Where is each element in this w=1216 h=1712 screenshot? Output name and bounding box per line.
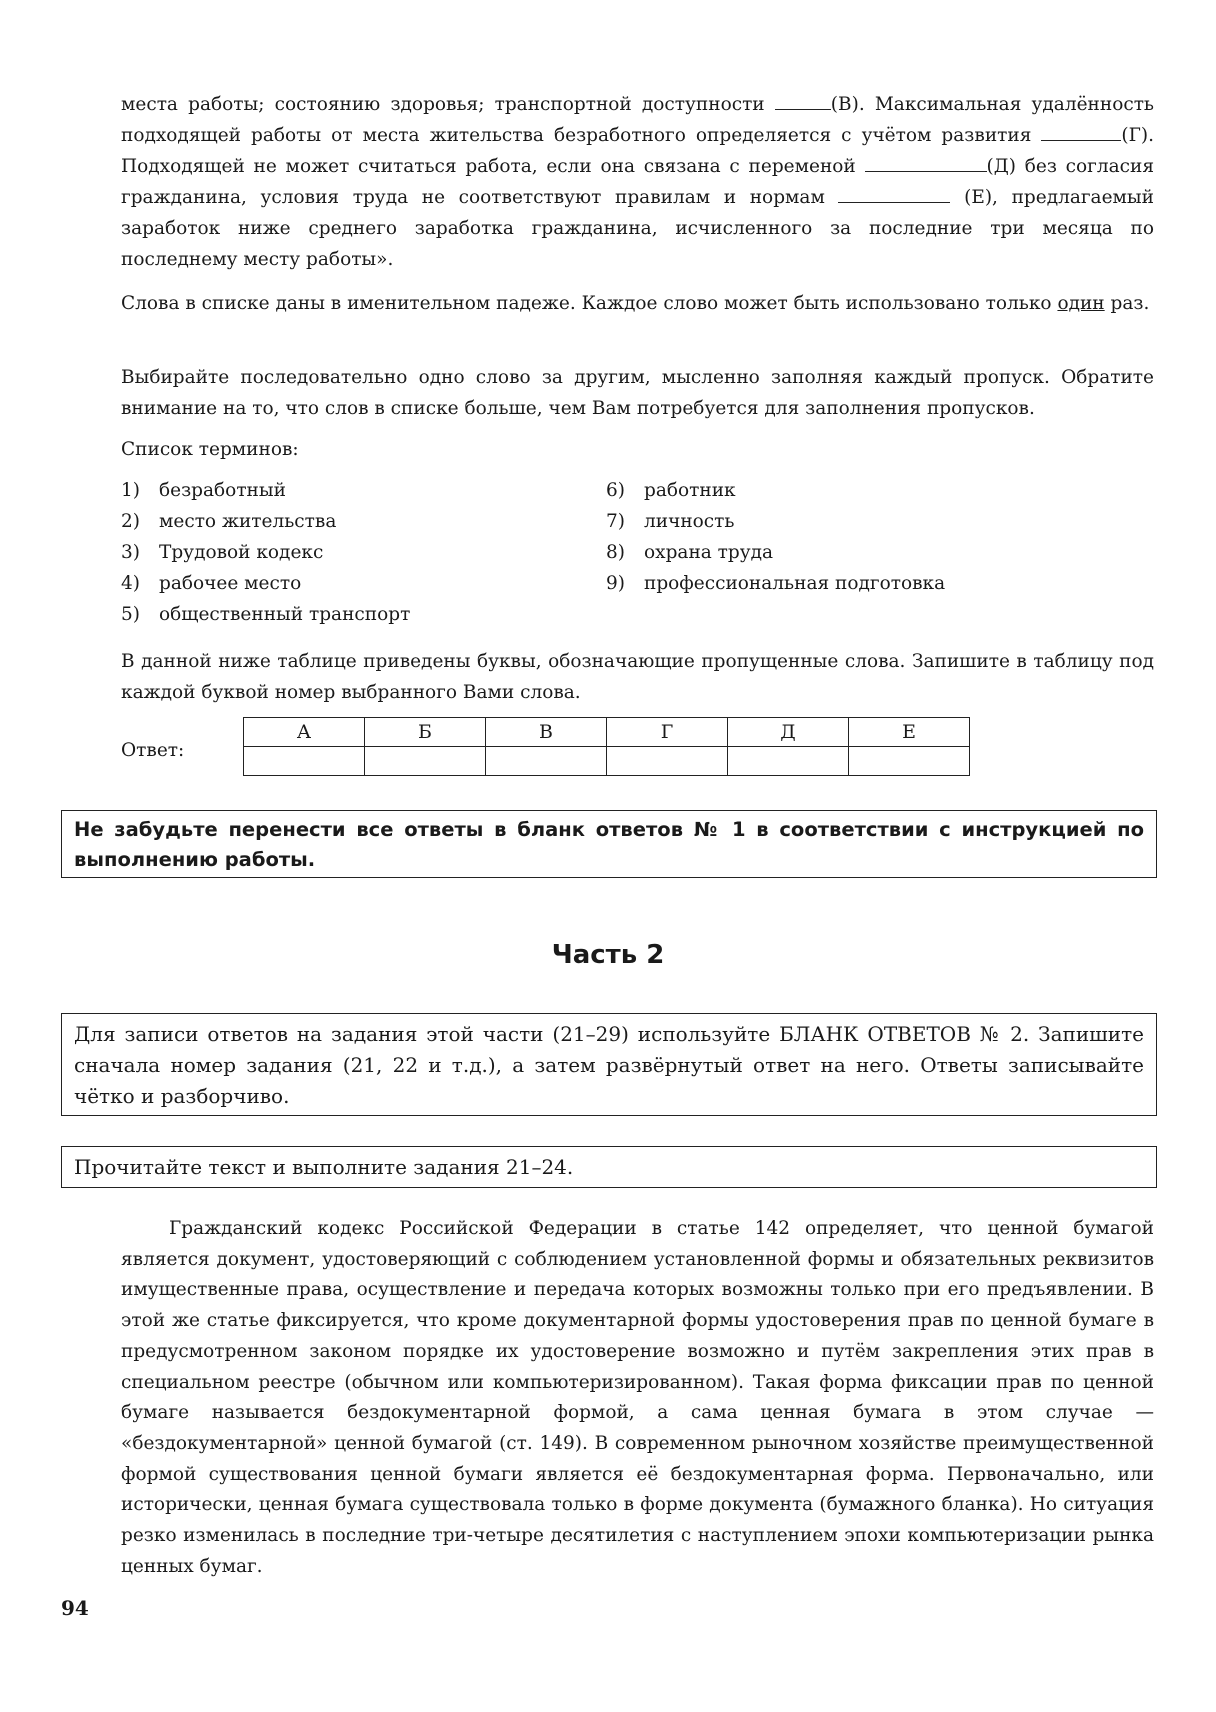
term-number: 4) xyxy=(121,573,140,594)
words-note-end: раз. xyxy=(1104,293,1150,314)
answer-letter: Б xyxy=(365,718,486,747)
terms-column-right xyxy=(606,475,945,599)
reminder-box: Не забудьте перенести все ответы в бланк ответов № 1 в соответствии с инструкцией по выполнению работы. xyxy=(61,810,1157,878)
answer-letter: Е xyxy=(849,718,970,747)
term-number: 7) xyxy=(606,511,625,532)
answer-label: Ответ: xyxy=(121,740,185,761)
answer-cells-row xyxy=(244,747,970,776)
term-number: 8) xyxy=(606,542,625,563)
choose-note xyxy=(121,362,1154,424)
term-item xyxy=(606,475,945,506)
answer-cell[interactable] xyxy=(244,747,365,776)
term-text: личность xyxy=(644,511,735,532)
term-text: место жительства xyxy=(159,511,337,532)
part2-instruction-box: Для записи ответов на задания этой части (21–29) используйте БЛАНК ОТВЕТОВ № 2. Запишите сначала номер задания (21, 22 и т.д.), а затем развёрнутый ответ на него. Ответы записывайте чётко и разборчиво. xyxy=(61,1013,1157,1116)
main-text-body: Гражданский кодекс Российской Федерации в статье 142 определяет, что ценной бумагой является документ, удостоверяющий с соблюдением установленной формы и обязательных реквизитов имущественные права, осуществление и передача которых возможны только при его предъявлении. В этой же статье фиксируется, что кроме документарной формы удостоверения прав по ценной бумаге в предусмотренном законом порядке их удостоверение возможно и путём закрепления этих прав в специальном реестре (обычном или компьютеризированном). Такая форма фиксации прав по ценной бумаге называется бездокументарной формой, а сама ценная бумага в этом случае — «бездокументарной» ценной бумагой (ст. 149). В современном рыночном хозяйстве преимущественной формой существования ценной бумаги является её бездокументарная форма. Первоначально, или исторически, ценная бумага существовала только в форме документа (бумажного бланка). Но ситуация резко изменилась в последние три-четыре десятилетия с наступлением эпохи компьютеризации рынка ценных бумаг. xyxy=(121,1218,1154,1577)
term-text: работник xyxy=(644,480,736,501)
answer-letter: Г xyxy=(607,718,728,747)
term-number: 6) xyxy=(606,480,625,501)
answer-cell[interactable] xyxy=(728,747,849,776)
term-text: рабочее место xyxy=(159,573,302,594)
words-note-underlined: один xyxy=(1057,293,1105,314)
terms-title xyxy=(121,434,1154,465)
term-text: охрана труда xyxy=(644,542,774,563)
term-number: 9) xyxy=(606,573,625,594)
answer-cell[interactable] xyxy=(365,747,486,776)
term-item xyxy=(121,506,410,537)
term-number: 2) xyxy=(121,511,140,532)
blank-e xyxy=(838,182,950,203)
answer-cell[interactable] xyxy=(607,747,728,776)
table-note xyxy=(121,646,1154,708)
terms-column-left xyxy=(121,475,410,630)
blank-v xyxy=(775,89,831,110)
term-text: Трудовой кодекс xyxy=(159,542,324,563)
part-heading: Часть 2 xyxy=(551,940,665,970)
term-text: безработный xyxy=(159,480,286,501)
term-item xyxy=(121,475,410,506)
table-note-text: В данной ниже таблице приведены буквы, обозначающие пропущенные слова. Запишите в таблицу под каждой буквой номер выбранного Вами слова. xyxy=(121,651,1154,703)
top-text-3: (Г). Подходящей не может считаться работа, если она связана с переменой xyxy=(121,125,1154,177)
term-item xyxy=(121,537,410,568)
top-paragraph xyxy=(121,89,1154,275)
term-item xyxy=(121,568,410,599)
blank-d xyxy=(865,151,987,172)
term-number: 5) xyxy=(121,604,140,625)
terms-title-text: Список терминов: xyxy=(121,439,299,460)
answer-letters-row xyxy=(244,718,970,747)
term-item xyxy=(606,568,945,599)
page-number: 94 xyxy=(61,1596,89,1620)
term-item xyxy=(606,506,945,537)
answer-table xyxy=(243,717,970,776)
words-note xyxy=(121,288,1154,319)
top-text-1: места работы; состоянию здоровья; транспортной доступности xyxy=(121,94,775,115)
term-text: профессиональная подготовка xyxy=(644,573,946,594)
top-text-2: (В). Максимальная удалённость подходящей работы от места жительства безработного определяется с учётом развития xyxy=(121,94,1154,146)
read-instruction-box: Прочитайте текст и выполните задания 21–24. xyxy=(61,1146,1157,1188)
term-number: 1) xyxy=(121,480,140,501)
answer-letter: А xyxy=(244,718,365,747)
choose-note-text: Выбирайте последовательно одно слово за другим, мысленно заполняя каждый пропуск. Обратите внимание на то, что слов в списке больше, чем Вам потребуется для заполнения пропусков. xyxy=(121,367,1154,419)
term-item xyxy=(606,537,945,568)
answer-cell[interactable] xyxy=(849,747,970,776)
answer-letter: В xyxy=(486,718,607,747)
blank-g xyxy=(1041,120,1121,141)
term-item xyxy=(121,599,410,630)
top-text-4: (Д) без согласия гражданина, условия труда не соответствуют правилам и нормам xyxy=(121,156,1154,208)
main-text xyxy=(121,1214,1154,1582)
term-text: общественный транспорт xyxy=(159,604,411,625)
words-note-text: Слова в списке даны в именительном падеже. Каждое слово может быть использовано только xyxy=(121,293,1058,314)
answer-letter: Д xyxy=(728,718,849,747)
answer-cell[interactable] xyxy=(486,747,607,776)
term-number: 3) xyxy=(121,542,140,563)
top-text-5: (Е), предлагаемый заработок ниже среднего заработка гражданина, исчисленного за последние три месяца по последнему месту работы». xyxy=(121,187,1154,270)
